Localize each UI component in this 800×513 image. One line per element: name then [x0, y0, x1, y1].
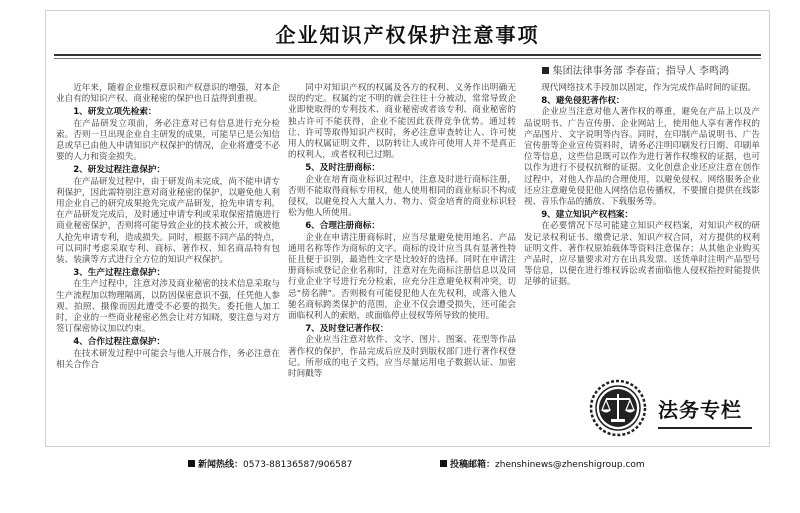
section-heading: 7、及时登记著作权： — [305, 324, 389, 335]
column-label-text: 法务专栏 — [658, 398, 742, 422]
page-footer — [0, 453, 800, 473]
text-column-1 — [56, 83, 280, 443]
news-hotline-value: 0573-88136587/906587 — [243, 460, 353, 470]
news-hotline-label: 新闻热线： — [198, 460, 244, 470]
paragraph: 同中对知识产权的权属及各方的权利、义务作出明确无误的约定。权属约定不明的就会往往十分被动，常常导致企业即使取得的专利技术、商业秘密或者该专利、商业秘密的独占许可不能获得，企业不能因此获得竞争优势。通过转让、许可等取得知识产权时，务必注意审查转让人、许可使用人的权属证明文件，以防转让人或许可使用人并不是真正的权利人，或者权利已过期。 — [288, 83, 516, 161]
justice-scales-icon — [589, 379, 647, 437]
section-heading: 9、建立知识产权档案： — [541, 210, 634, 221]
column-label — [658, 394, 752, 429]
section-heading: 5、及时注册商标： — [305, 163, 380, 174]
byline — [542, 62, 729, 77]
paragraph: 在必要情况下尽可能建立知识产权档案，对知识产权的研发记录权利证书、缴费记录、知识产权合同，对方提供的权利证明文件、著作权原始载体等资料注意保存；从其他企业购买产品时，应尽量要求对方在出具发票、送货单时注明产品型号等信息，以便在进行维权诉讼或者面临他人侵权指控时能提供足够的证据。 — [524, 221, 760, 288]
paragraph: 企业应当注意对他人著作权的尊重，避免在产品上以及产品说明书、广告宣传册、企业网站上，使用他人享有著作权的产品图片、文字说明等内容。同时，在印制产品说明书、广告宣传册等企业宣传资料时，请务必注明印刷发行日期、印刷单位等信息，这些信息既可以作为进行著作权维权的证据，也可以作为进行不侵权抗辩的证据。文化创意企业还应注意在创作过程中，对他人作品的合理使用，以避免侵权。网络服务企业还应注意避免侵犯他人网络信息传播权，不要擅自提供在线影视、音乐作品的播放、下载服务等。 — [524, 107, 760, 208]
section-heading: 1、研发立项先检索： — [73, 107, 157, 118]
section-heading: 6、合理注册商标： — [305, 221, 380, 232]
paragraph: 在技术研发过程中可能会与他人开展合作，务必注意在相关合作合 — [56, 348, 280, 370]
square-bullet-icon — [188, 460, 195, 467]
paragraph: 企业在申请注册商标时，应当尽量避免使用地名、产品通用名称等作为商标的文字。商标的设计应当具有显著性特征且便于识别，最造性文字是比较好的选择。同时在申请注册商标或登记企业名称时，注意对在先商标注册信息以及同行业企业字号进行充分检索，应充分注意避免权利冲突，切忌“傍名牌”。否则极有可能侵犯他人在先权利，或落入他人驰名商标跨类保护的范围，企业不仅会遭受损失，还可能会面临权利人的索赔，或面临停止侵权等所导致的使用。 — [288, 232, 516, 322]
section-heading: 8、避免侵犯著作权： — [541, 96, 625, 107]
title-rule-thin — [54, 58, 761, 59]
square-bullet-icon — [542, 67, 549, 74]
news-hotline — [188, 457, 352, 470]
paragraph: 在产品研发过程中，由于研发尚未完成，尚不能申请专利保护，因此需特别注意对商业秘密的保护，以避免他人利用企业自己的研究成果抢先完成产品研发，抢先申请专利。在产品研发完成后，及时通过申请专利或采取保密措施进行商业秘密保护，否则将可能导致企业的技术被公开，或被他人抢先申请专利，造成损失。同时，根据不同产品的特点，可以同时考虑采取专利、商标、著作权、知名商品特有包装、装潢等方式进行全方位的知识产权保护。 — [56, 176, 280, 266]
section-heading: 2、研发过程注意保护： — [73, 165, 166, 176]
section-heading: 4、合作过程注意保护： — [73, 337, 166, 348]
text-column-2 — [288, 83, 516, 443]
text-column-3 — [524, 83, 760, 383]
title-rule — [54, 54, 761, 56]
article-title: 企业知识产权保护注意事项 — [275, 23, 540, 47]
square-bullet-icon — [440, 460, 447, 467]
paragraph: 在生产过程中，注意对涉及商业秘密的技术信息采取与生产流程加以物理隔离，以防因保密意识不强，任凭他人参观、拍照、摄像而因此遭受不必要的损失。委托他人加工时，企业的一些商业秘密必然会让对方知晓，要注意与对方签订保密协议加以约束。 — [56, 279, 280, 335]
section-heading: 3、生产过程注意保护： — [73, 268, 166, 279]
paragraph: 企业应当注意对软件、文字、图片、图案、花型等作品著作权的保护，作品完成后应及时到版权部门进行著作权登记。所形成的电子文档，应当尽量运用电子数据认证、加密时间戳等 — [288, 335, 516, 380]
submission-email-label: 投稿邮箱： — [450, 460, 496, 470]
submission-email — [440, 457, 645, 470]
column-label-underline — [658, 427, 752, 429]
paragraph: 近年来，随着企业维权意识和产权意识的增强，对本企业自有的知识产权、商业秘密的保护也日益得到重视。 — [56, 83, 280, 105]
paragraph: 企业在培育商业标识过程中，注意及时进行商标注册，否则不能取得商标专用权，他人使用相同的商业标识不构成侵权，以避免投入大量人力、物力、资金培育的商业标识轻松为他人所使用。 — [288, 174, 516, 219]
submission-email-value: zhenshinews@zhenshigroup.com — [495, 460, 645, 470]
paragraph: 现代网络技术手段加以固定，作为完成作品时间的证据。 — [541, 83, 757, 93]
byline-text: 集团法律事务部 李春苗；指导人 李鸣鸿 — [552, 66, 729, 77]
article-frame — [45, 10, 770, 447]
paragraph: 在产品研发立项前，务必注意对已有信息进行充分检索。否则一旦出现企业自主研发的成果，可能早已是公知信息或早已由他人申请知识产权保护的情况，企业将遭受不必要的人力和资金损失。 — [56, 118, 280, 163]
